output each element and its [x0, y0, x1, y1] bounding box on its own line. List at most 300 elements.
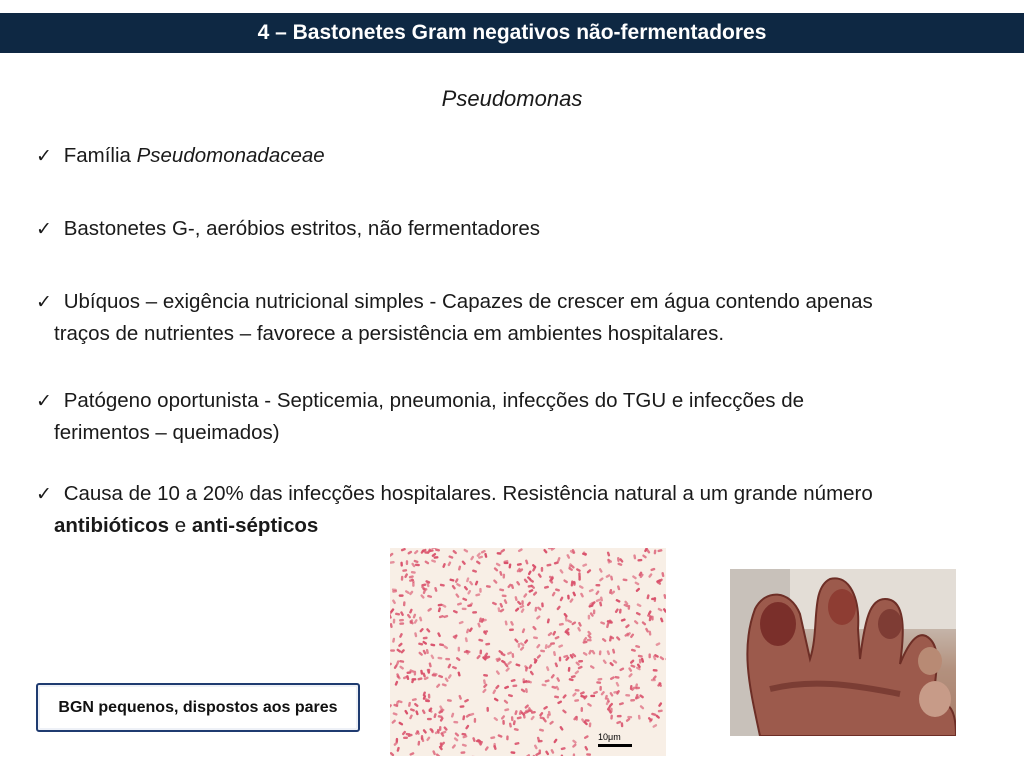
connector-text: e	[169, 514, 192, 537]
bacterium-rod	[437, 657, 442, 660]
bacterium-rod	[431, 548, 436, 549]
bacterium-rod	[412, 582, 414, 587]
scale-bar	[598, 744, 632, 747]
bacterium-rod	[625, 624, 630, 629]
bacterium-rod	[572, 692, 577, 697]
bacterium-rod	[578, 622, 582, 628]
bacterium-rod	[610, 715, 613, 720]
bacterium-rod	[517, 563, 522, 566]
bacterium-rod	[442, 563, 446, 569]
infected-foot-photo	[730, 569, 956, 736]
bacterium-rod	[462, 608, 467, 611]
bacterium-rod	[435, 548, 440, 552]
bacterium-rod	[508, 694, 513, 698]
bullet-item	[36, 213, 986, 245]
bacterium-rod	[660, 617, 664, 623]
bacterium-rod	[614, 608, 619, 613]
bacterium-rod	[390, 561, 395, 564]
bacterium-rod	[560, 754, 564, 756]
bacterium-rod	[646, 594, 649, 599]
bacterium-rod	[588, 615, 590, 620]
bacterium-rod	[621, 722, 624, 727]
bacterium-rod	[484, 746, 489, 751]
bacterium-rod	[500, 715, 505, 720]
bacterium-rod	[391, 719, 396, 724]
bacterium-rod	[474, 718, 477, 723]
bacterium-rod	[510, 751, 515, 754]
bacterium-rod	[651, 679, 656, 681]
bacterium-rod	[539, 749, 541, 754]
bacterium-rod	[436, 683, 441, 688]
bacterium-rod	[541, 567, 543, 572]
bacterium-rod	[464, 698, 470, 702]
bacterium-rod	[582, 563, 588, 567]
bacterium-rod	[396, 738, 399, 743]
bacterium-rod	[560, 747, 565, 750]
bacterium-rod	[590, 665, 596, 670]
bacterium-rod	[390, 649, 395, 651]
bacterium-rod	[600, 691, 605, 696]
bacterium-rod	[554, 561, 559, 565]
bacterium-rod	[658, 702, 663, 707]
bacterium-rod	[511, 653, 514, 658]
bacterium-rod	[458, 695, 462, 701]
bacterium-rod	[447, 663, 451, 669]
bacterium-rod	[600, 621, 606, 625]
bacterium-rod	[505, 667, 510, 672]
bacterium-rod	[607, 558, 610, 563]
bacterium-rod	[574, 699, 579, 702]
bacterium-rod	[490, 736, 495, 739]
bacterium-rod	[512, 684, 517, 687]
bacterium-rod	[556, 605, 561, 610]
bacterium-rod	[514, 596, 518, 601]
bacterium-rod	[459, 705, 464, 708]
bacterium-rod	[392, 712, 398, 716]
bacterium-rod	[587, 702, 593, 707]
bacterium-rod	[616, 720, 622, 724]
bacterium-rod	[597, 678, 602, 681]
bacterium-rod	[620, 618, 626, 622]
bacterium-rod	[507, 651, 513, 655]
bacterium-rod	[423, 637, 428, 640]
bacterium-rod	[455, 593, 460, 598]
bullet-text-continued: ferimentos – queimados)	[54, 421, 280, 444]
bacterium-rod	[453, 610, 459, 614]
bacterium-rod	[398, 721, 404, 726]
bacterium-rod	[409, 575, 414, 579]
bacterium-rod	[399, 660, 404, 663]
bacterium-rod	[571, 675, 576, 678]
bacterium-rod	[479, 588, 482, 593]
bacterium-rod	[547, 618, 550, 623]
bacterium-rod	[636, 603, 642, 607]
bacterium-rod	[578, 660, 583, 663]
bacterium-rod	[404, 709, 409, 715]
bacterium-rod	[648, 573, 653, 578]
bacterium-rod	[396, 660, 400, 666]
bacterium-rod	[659, 656, 664, 661]
bacterium-rod	[634, 620, 639, 625]
bacterium-rod	[588, 649, 592, 655]
bacterium-rod	[399, 594, 404, 596]
bacterium-rod	[452, 666, 458, 670]
bacterium-rod	[562, 694, 567, 699]
bacterium-rod	[539, 716, 544, 719]
bacterium-rod	[470, 555, 475, 561]
bacterium-rod	[484, 553, 487, 558]
bacterium-rod	[395, 612, 400, 615]
bacterium-rod	[463, 548, 469, 553]
bacterium-rod	[576, 568, 582, 572]
bacterium-rod	[595, 584, 600, 587]
bacterium-rod	[393, 619, 396, 624]
bold-term: antibióticos	[54, 514, 170, 537]
bacterium-rod	[522, 678, 525, 683]
bacterium-rod	[392, 599, 397, 605]
bullet-text: Bastonetes G-, aeróbios estritos, não fermentadores	[58, 217, 541, 240]
bacterium-rod	[458, 647, 460, 652]
bacterium-rod	[507, 660, 512, 665]
bacterium-rod	[447, 699, 452, 702]
bacterium-rod	[433, 556, 438, 559]
bacterium-rod	[584, 746, 589, 752]
bacterium-rod	[607, 551, 611, 556]
bacterium-rod	[654, 549, 657, 554]
bacterium-rod	[399, 619, 404, 622]
bacterium-rod	[465, 724, 470, 729]
bacterium-rod	[536, 654, 541, 659]
bacterium-rod	[409, 752, 415, 756]
bullet-item	[36, 478, 986, 541]
bullet-text: Família	[58, 144, 137, 167]
bacterium-rod	[617, 585, 621, 590]
bacterium-rod	[527, 680, 533, 684]
bacterium-rod	[568, 667, 571, 672]
bacterium-rod	[559, 596, 563, 602]
bacterium-rod	[559, 623, 564, 626]
bacterium-rod	[514, 710, 518, 715]
bacterium-rod	[605, 574, 611, 578]
bullet-text: Ubíquos – exigência nutricional simples - Capazes de crescer em água contendo apenas	[58, 290, 873, 313]
bacterium-rod	[598, 568, 603, 574]
bacterium-rod	[596, 681, 601, 684]
bacterium-rod	[632, 575, 637, 580]
bacterium-rod	[394, 680, 398, 686]
bacterium-rod	[462, 597, 468, 601]
bacterium-rod	[472, 569, 477, 573]
bacterium-rod	[447, 561, 451, 567]
bacterium-rod	[585, 719, 590, 722]
bacterium-rod	[641, 621, 646, 626]
bacterium-rod	[599, 577, 604, 582]
bacterium-rod	[510, 679, 515, 683]
bacterium-rod	[390, 613, 392, 619]
bacterium-rod	[606, 650, 610, 656]
bacterium-rod	[458, 565, 462, 570]
bacterium-rod	[630, 664, 636, 668]
bacterium-rod	[549, 720, 554, 725]
bacterium-rod	[619, 702, 624, 706]
bacterium-rod	[537, 573, 542, 578]
bacterium-rod	[440, 583, 445, 586]
bacterium-rod	[458, 621, 464, 625]
bacterium-rod	[595, 590, 600, 595]
foot-image	[730, 569, 956, 736]
bacterium-rod	[493, 717, 498, 722]
bacterium-rod	[558, 644, 564, 648]
bacterium-rod	[486, 585, 491, 588]
bacterium-rod	[492, 689, 496, 695]
bacterium-rod	[476, 560, 481, 565]
bacterium-rod	[628, 673, 633, 678]
bacterium-rod	[403, 737, 408, 739]
bacterium-rod	[411, 678, 415, 683]
bacterium-rod	[478, 639, 483, 642]
bacterium-rod	[577, 665, 583, 669]
bacterium-rod	[630, 699, 635, 702]
bacterium-rod	[457, 671, 461, 676]
bacterium-rod	[454, 578, 458, 584]
bacterium-rod	[413, 560, 419, 564]
bacterium-rod	[420, 594, 425, 599]
bacterium-rod	[407, 613, 412, 618]
bacterium-rod	[524, 639, 529, 644]
caption-box	[36, 683, 360, 732]
slide-title-bar	[0, 13, 1024, 53]
bacterium-rod	[523, 593, 528, 598]
bacterium-rod	[652, 724, 658, 729]
bacterium-rod	[492, 601, 498, 605]
bacterium-rod	[543, 548, 548, 553]
bacterium-rod	[614, 676, 619, 679]
bacterium-rod	[655, 642, 661, 646]
bacterium-rod	[650, 568, 656, 572]
bacterium-rod	[467, 604, 472, 607]
bacterium-rod	[609, 662, 614, 667]
bacterium-rod	[456, 657, 461, 662]
bacterium-rod	[616, 636, 621, 641]
bacterium-rod	[601, 638, 606, 643]
bacterium-rod	[422, 729, 427, 734]
bacterium-rod	[514, 638, 519, 643]
bacterium-rod	[493, 579, 498, 584]
bacterium-rod	[419, 616, 423, 621]
bacterium-rod	[404, 573, 408, 579]
bacterium-rod	[612, 648, 616, 653]
bacterium-rod	[615, 682, 619, 688]
bacterium-rod	[460, 751, 465, 754]
bullet-text: Patógeno oportunista - Septicemia, pneumonia, infecções do TGU e infecções de	[58, 389, 805, 412]
bacterium-rod	[406, 560, 408, 565]
bacterium-rod	[617, 715, 622, 718]
bullet-item	[36, 385, 986, 448]
bacterium-rod	[525, 559, 529, 565]
bacterium-rod	[544, 585, 549, 589]
bacterium-rod	[651, 712, 656, 716]
bacterium-rod	[536, 615, 541, 620]
bacterium-rod	[462, 715, 465, 720]
bacterium-rod	[525, 688, 528, 693]
bacterium-rod	[586, 753, 591, 756]
bacterium-rod	[610, 676, 616, 681]
bacterium-rod	[557, 700, 563, 704]
bacterium-rod	[478, 739, 481, 744]
bacterium-rod	[399, 633, 403, 639]
bacterium-rod	[635, 587, 640, 592]
bacterium-rod	[541, 683, 546, 686]
bacterium-rod	[528, 589, 534, 593]
bacterium-rod	[619, 667, 625, 671]
bacterium-rod	[545, 644, 548, 649]
bacterium-rod	[559, 726, 564, 731]
bacterium-rod	[544, 679, 549, 683]
checkmark-icon: ✓	[36, 484, 52, 505]
bacterium-rod	[575, 689, 580, 692]
bacterium-rod	[637, 559, 642, 562]
bacterium-rod	[493, 697, 499, 702]
bacterium-rod	[581, 707, 584, 712]
bacterium-rod	[587, 639, 592, 642]
bacterium-rod	[497, 734, 503, 738]
bacterium-rod	[562, 709, 567, 714]
bacterium-rod	[657, 607, 663, 611]
bacterium-rod	[430, 654, 435, 660]
bacterium-rod	[559, 657, 561, 662]
bacterium-rod	[518, 643, 520, 648]
bacterium-rod	[516, 581, 521, 586]
bacterium-rod	[554, 695, 559, 698]
bacterium-rod	[411, 571, 416, 574]
bacterium-rod	[551, 591, 556, 597]
bacterium-rod	[454, 732, 459, 737]
bacterium-rod	[633, 554, 636, 559]
bacterium-rod	[479, 649, 482, 654]
bacterium-rod	[453, 721, 458, 724]
bacterium-rod	[426, 628, 431, 633]
bacterium-rod	[639, 705, 644, 710]
bacterium-rod	[452, 550, 457, 555]
bacterium-rod	[609, 692, 614, 698]
bacterium-rod	[417, 741, 420, 746]
bacterium-rod	[589, 722, 592, 727]
bold-term: anti-sépticos	[191, 514, 319, 537]
bacterium-rod	[443, 726, 448, 731]
bacterium-rod	[451, 712, 455, 717]
bacterium-rod	[402, 569, 407, 572]
bacterium-rod	[503, 599, 507, 605]
bacterium-rod	[553, 738, 558, 743]
bacterium-rod	[424, 560, 430, 565]
bacterium-rod	[528, 664, 532, 670]
bacterium-rod	[546, 666, 550, 672]
bacterium-rod	[417, 677, 422, 681]
bacterium-rod	[572, 743, 577, 748]
bacterium-rod	[663, 608, 666, 614]
bacterium-rod	[407, 550, 413, 555]
bacterium-rod	[401, 576, 404, 581]
bacterium-rod	[543, 705, 549, 710]
bacterium-rod	[465, 637, 468, 642]
bacterium-rod	[663, 594, 666, 599]
bacterium-rod	[556, 677, 560, 683]
bacterium-rod	[451, 584, 456, 589]
bacterium-rod	[665, 658, 666, 660]
bacterium-rod	[449, 578, 454, 582]
bacterium-rod	[532, 625, 537, 630]
bacterium-rod	[396, 701, 399, 706]
bacterium-rod	[580, 592, 584, 598]
bacterium-rod	[648, 653, 650, 658]
bacterium-rod	[408, 702, 411, 707]
bacterium-rod	[559, 569, 564, 574]
checkmark-icon: ✓	[36, 292, 52, 313]
bacterium-rod	[451, 744, 456, 749]
bacterium-rod	[572, 739, 577, 744]
bacterium-rod	[486, 707, 489, 712]
bacterium-rod	[400, 611, 404, 617]
gram-stain-micrograph	[390, 548, 666, 756]
bacterium-rod	[539, 712, 544, 717]
bacterium-rod	[442, 683, 448, 687]
bacterium-rod	[509, 722, 512, 727]
bacterium-rod	[499, 608, 504, 613]
bacterium-rod	[415, 710, 419, 715]
bacterium-rod	[495, 684, 500, 689]
bacterium-rod	[567, 594, 570, 599]
bacterium-rod	[602, 659, 607, 664]
bacterium-rod	[421, 583, 426, 586]
bacterium-rod	[566, 554, 570, 560]
bacterium-rod	[414, 702, 419, 707]
bacterium-rod	[550, 749, 554, 755]
bacterium-rod	[515, 663, 520, 667]
bacterium-rod	[467, 589, 472, 595]
bacterium-rod	[572, 591, 576, 597]
bacterium-rod	[447, 674, 452, 680]
bacterium-rod	[609, 636, 612, 641]
bacterium-rod	[457, 602, 462, 606]
bacterium-rod	[522, 628, 526, 634]
bacterium-rod	[419, 628, 424, 633]
bacterium-rod	[517, 716, 522, 719]
bullet-item	[36, 140, 986, 172]
bacterium-rod	[466, 577, 470, 582]
bacterium-rod	[630, 659, 635, 664]
bacterium-rod	[422, 672, 426, 678]
bacterium-rod	[533, 636, 538, 639]
bacterium-rod	[453, 737, 458, 742]
bacterium-rod	[552, 630, 556, 636]
bacterium-rod	[573, 753, 576, 756]
bacterium-rod	[418, 642, 423, 645]
bacterium-rod	[530, 715, 535, 720]
bacterium-rod	[511, 716, 514, 721]
bacterium-rod	[443, 615, 448, 619]
bacterium-rod	[520, 608, 525, 614]
bacterium-rod	[617, 562, 623, 566]
bacterium-rod	[412, 698, 417, 701]
bacterium-rod	[627, 716, 632, 719]
bacterium-rod	[499, 588, 504, 591]
bacterium-rod	[519, 605, 525, 609]
bacterium-rod	[584, 735, 590, 740]
bacterium-rod	[401, 548, 407, 552]
bacterium-rod	[534, 607, 537, 612]
bacterium-rod	[525, 754, 530, 756]
bacterium-rod	[433, 713, 437, 718]
bacterium-rod	[499, 603, 503, 609]
